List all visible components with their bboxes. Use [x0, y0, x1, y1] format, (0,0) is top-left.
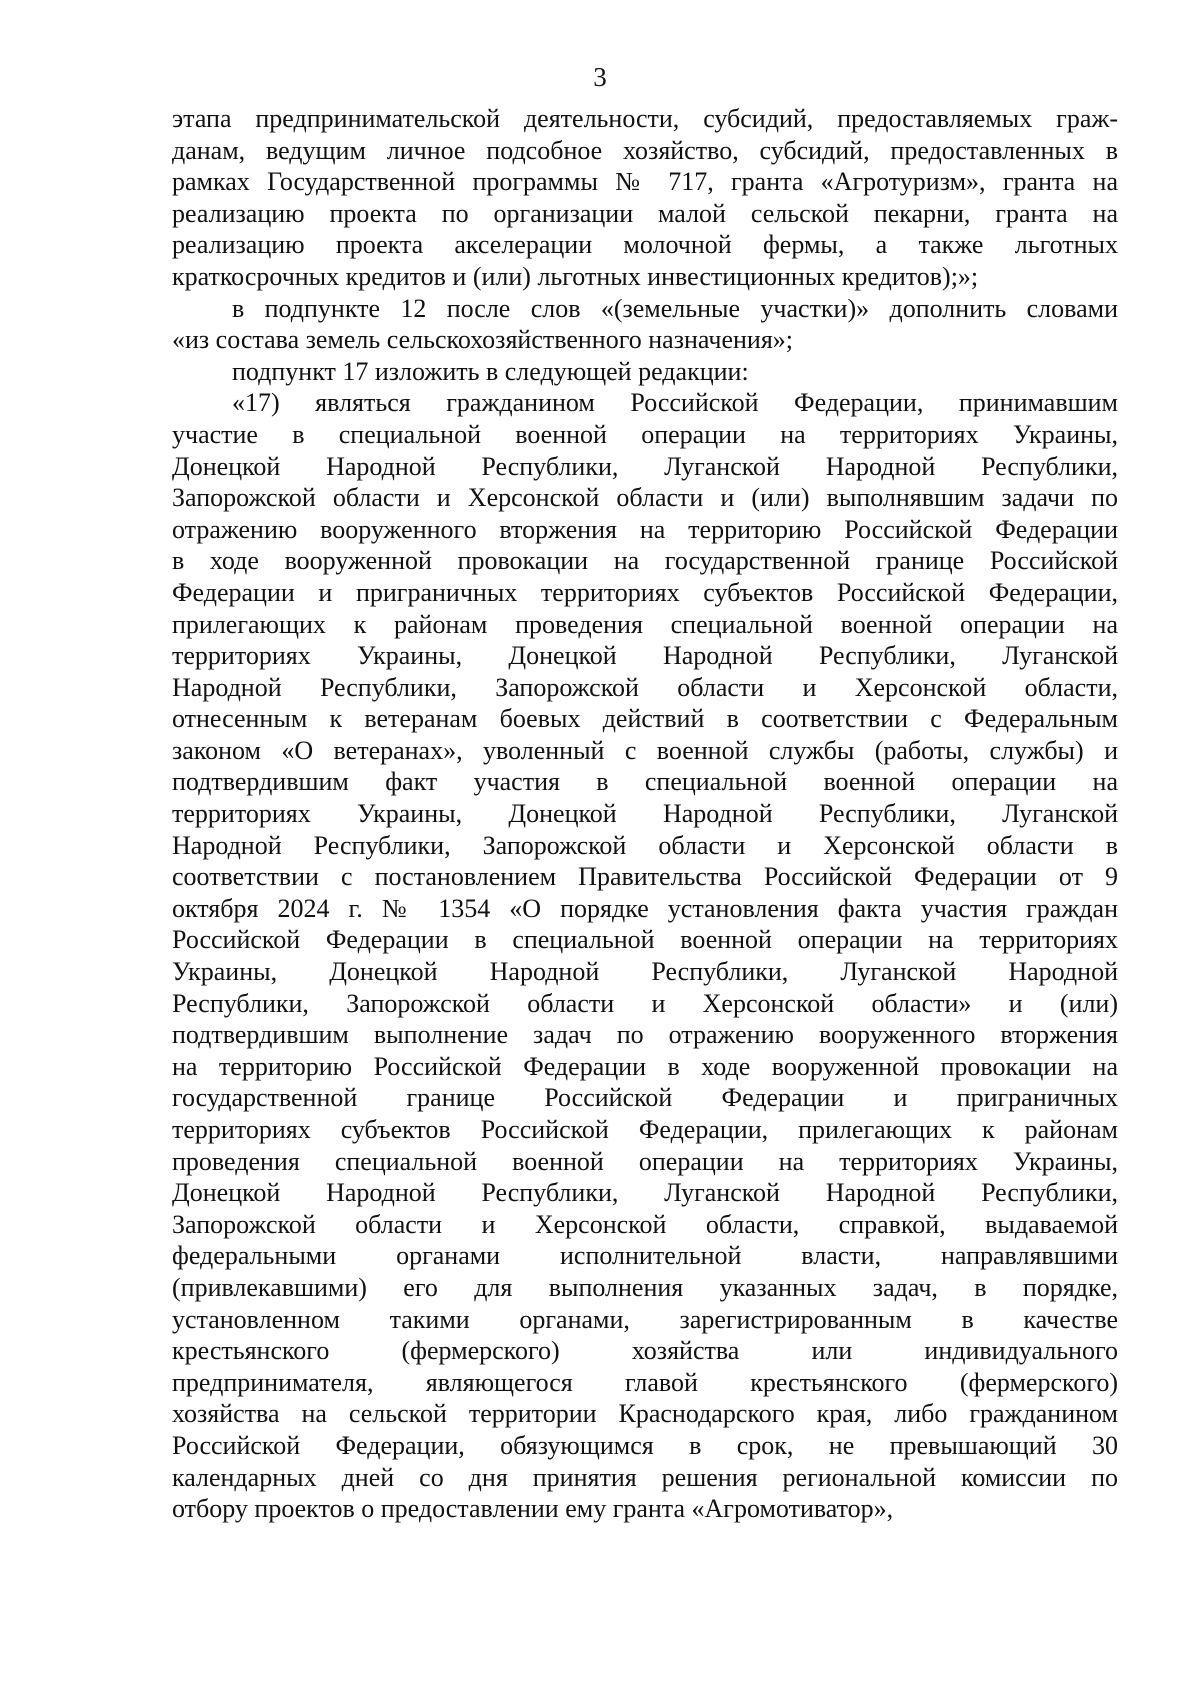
paragraph [172, 356, 1118, 388]
paragraph [172, 387, 1118, 1524]
text-line: «17) являться гражданином Российской Федерации, принимавшим [232, 388, 1118, 418]
text-line: участие в специальной военной операции на территориях Украины, [172, 419, 1118, 449]
text-line: территориях Украины, Донецкой Народной Республики, Луганской [172, 799, 1118, 829]
text-line: Донецкой Народной Республики, Луганской Народной Республики, [172, 1178, 1118, 1208]
text-line: в подпункте 12 после слов «(земельные участки)» дополнить словами [232, 293, 1118, 323]
text-line: прилегающих к районам проведения специальной военной операции на [172, 609, 1118, 639]
text-line: краткосрочных кредитов и (или) льготных инвестиционных кредитов);»; [172, 261, 979, 291]
text-line: Запорожской области и Херсонской области и (или) выполнявшим задачи по [172, 483, 1118, 513]
text-line: Народной Республики, Запорожской области и Херсонской области в [172, 830, 1118, 860]
text-line: Федерации и приграничных территориях субъектов Российской Федерации, [172, 577, 1118, 607]
text-line: государственной границе Российской Федерации и приграничных [172, 1083, 1118, 1113]
text-line: (привлекавшими) его для выполнения указанных задач, в порядке, [172, 1272, 1118, 1302]
text-line: территориях субъектов Российской Федерации, прилегающих к районам [172, 1115, 1118, 1144]
text-line: отражению вооруженного вторжения на территорию Российской Федерации [172, 514, 1118, 544]
text-line: федеральными органами исполнительной власти, направлявшими [172, 1241, 1118, 1271]
text-line: реализацию проекта акселерации молочной фермы, а также льготных [172, 230, 1118, 260]
text-line: подтвердившим выполнение задач по отражению вооруженного вторжения [172, 1020, 1118, 1050]
paragraph [172, 293, 1118, 356]
text-line: на территорию Российской Федерации в ходе вооруженной провокации на [172, 1051, 1118, 1081]
page-number: 3 [593, 62, 607, 92]
text-line: предпринимателя, являющегося главой крестьянского (фермерского) [172, 1367, 1118, 1397]
text-line: отбору проектов о предоставлении ему гранта «Агромотиватор», [172, 1494, 894, 1524]
text-line: Российской Федерации, обязующимся в срок, не превышающий 30 [172, 1430, 1118, 1460]
text-line: этапа предпринимательской деятельности, субсидий, предоставляемых граж- [172, 104, 1118, 133]
text-line: календарных дней со дня принятия решения региональной комиссии по [172, 1462, 1118, 1492]
text-line: Запорожской области и Херсонской области, справкой, выдаваемой [172, 1209, 1118, 1239]
text-line: соответствии с постановлением Правительства Российской Федерации от 9 [172, 862, 1118, 892]
text-line: Российской Федерации в специальной военной операции на территориях [172, 925, 1118, 955]
text-line: проведения специальной военной операции на территориях Украины, [172, 1146, 1118, 1176]
text-line: подпункт 17 изложить в следующей редакции: [232, 356, 749, 386]
text-line: законом «О ветеранах», уволенный с военной службы (работы, службы) и [172, 735, 1118, 765]
text-line: подтвердившим факт участия в специальной военной операции на [172, 767, 1118, 797]
text-line: реализацию проекта по организации малой сельской пекарни, гранта на [172, 198, 1118, 228]
text-line: в ходе вооруженной провокации на государственной границе Российской [172, 546, 1118, 576]
document-body [172, 103, 1118, 1525]
text-line: хозяйства на сельской территории Краснодарского края, либо гражданином [172, 1399, 1118, 1429]
text-line: Донецкой Народной Республики, Луганской Народной Республики, [172, 451, 1118, 481]
text-line: Народной Республики, Запорожской области и Херсонской области, [172, 672, 1118, 702]
text-line: октября 2024 г. № 1354 «О порядке установления факта участия граждан [172, 893, 1118, 923]
text-line: данам, ведущим личное подсобное хозяйство, субсидий, предоставленных в [172, 135, 1118, 165]
text-line: рамках Государственной программы № 717, гранта «Агротуризм», гранта на [172, 167, 1118, 197]
text-line: установленном такими органами, зарегистрированным в качестве [172, 1304, 1118, 1334]
text-line: крестьянского (фермерского) хозяйства или индивидуального [172, 1336, 1118, 1366]
text-line: территориях Украины, Донецкой Народной Республики, Луганской [172, 641, 1118, 671]
text-line: Республики, Запорожской области и Херсонской области» и (или) [172, 988, 1118, 1018]
text-line: Украины, Донецкой Народной Республики, Луганской Народной [172, 957, 1118, 987]
text-line: отнесенным к ветеранам боевых действий в соответствии с Федеральным [172, 704, 1118, 734]
text-line: «из состава земель сельскохозяйственного назначения»; [172, 325, 794, 355]
paragraph [172, 103, 1118, 293]
